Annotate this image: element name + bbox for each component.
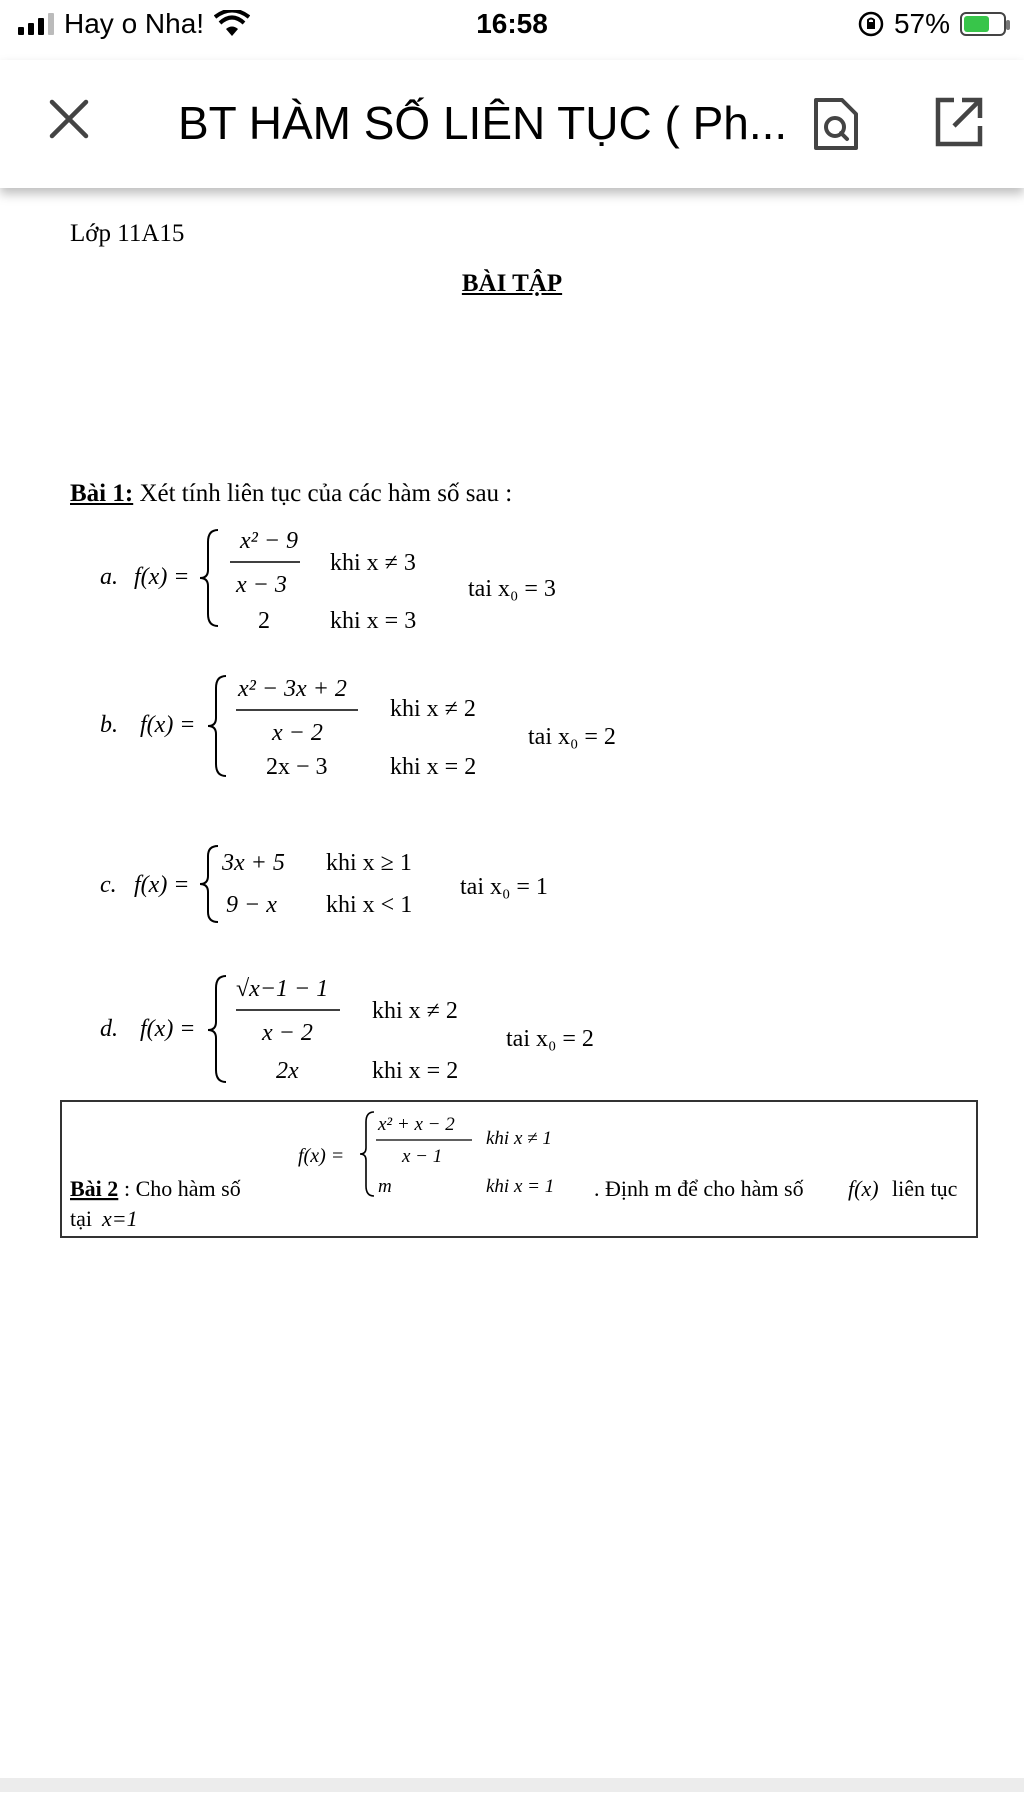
document-page (0, 190, 1024, 1770)
point-label: tai x₀ = 2 (528, 724, 616, 750)
fraction-numerator: √x−1 − 1 (236, 976, 329, 1002)
fx-label: f(x) = (140, 712, 196, 738)
fraction-numerator: x² − 3x + 2 (238, 676, 347, 702)
rotation-lock-icon (858, 11, 884, 37)
fx-label: f(x) = (298, 1145, 345, 1167)
item-letter: a. (100, 564, 118, 590)
point-label: tai x₀ = 2 (506, 1026, 594, 1052)
case-condition: khi x = 2 (372, 1058, 459, 1084)
exercise-1b (100, 660, 700, 790)
alt-value: 2x − 3 (266, 754, 328, 780)
case-condition: khi x ≥ 1 (326, 850, 412, 876)
battery-percent: 57% (893, 8, 950, 39)
clock: 16:58 (476, 8, 548, 39)
exercise-1a (100, 518, 660, 638)
case-condition: khi x ≠ 2 (372, 998, 458, 1024)
fraction-numerator: x² − 9 (240, 528, 299, 554)
fraction-denominator: x − 3 (236, 572, 287, 598)
point-label: tai x₀ = 3 (468, 576, 556, 602)
document-toolbar (0, 60, 1024, 188)
fx-label: f(x) = (140, 1016, 196, 1042)
case-condition: khi x = 2 (390, 754, 477, 780)
fraction-denominator: x − 2 (262, 1020, 313, 1046)
exercise-2-text-3: liên tục (892, 1176, 958, 1201)
fraction-denominator: x − 1 (402, 1146, 443, 1167)
exercise-1c (100, 840, 660, 930)
close-icon[interactable] (44, 94, 94, 144)
alt-value: 2x (276, 1058, 299, 1084)
alt-value: 2 (258, 608, 270, 634)
fraction-denominator: x − 2 (272, 720, 323, 746)
case-condition: khi x < 1 (326, 892, 413, 918)
status-bar (0, 0, 1024, 56)
case-condition: khi x ≠ 3 (330, 550, 416, 576)
exercise-1-label: Bài 1: (70, 480, 134, 507)
item-letter: b. (100, 712, 118, 738)
document-title: BT HÀM SỐ LIÊN TỤC ( Ph... (178, 97, 788, 149)
case-value: 9 − x (226, 892, 277, 918)
case-condition: khi x = 3 (330, 608, 417, 634)
search-document-icon[interactable] (812, 96, 860, 152)
case-condition: khi x = 1 (486, 1176, 555, 1197)
fx-label: f(x) = (134, 564, 190, 590)
exercise-2-point: x=1 (102, 1206, 138, 1231)
alt-value: m (378, 1176, 392, 1197)
case-condition: khi x ≠ 1 (486, 1128, 552, 1149)
exercise-2-text-4: tại (70, 1206, 92, 1231)
bottom-bar (0, 1778, 1024, 1792)
exercise-2-content (62, 1102, 976, 1236)
page-heading: BÀI TẬP (461, 270, 563, 297)
fx-label: f(x) = (134, 872, 190, 898)
exercise-1-title (70, 480, 512, 508)
case-value: 3x + 5 (222, 850, 285, 876)
case-condition: khi x ≠ 2 (390, 696, 476, 722)
exercise-2-text: : Cho hàm số (124, 1176, 241, 1201)
exercise-1-text: Xét tính liên tục của các hàm số sau : (133, 480, 513, 507)
status-right (858, 8, 1006, 40)
point-label: tai x₀ = 1 (460, 874, 548, 900)
open-external-icon[interactable] (932, 96, 984, 148)
fx-inline: f(x) (848, 1176, 879, 1201)
exercise-2-label: Bài 2 (70, 1176, 119, 1201)
class-label: Lớp 11A15 (70, 220, 185, 247)
exercise-1d (100, 960, 680, 1090)
item-letter: d. (100, 1016, 118, 1042)
carrier-name: Hay o Nha! (64, 8, 205, 39)
exercise-2-box (60, 1100, 978, 1238)
fraction-numerator: x² + x − 2 (378, 1114, 455, 1135)
exercise-2-text-2: . Định m để cho hàm số (594, 1176, 804, 1201)
item-letter: c. (100, 872, 117, 898)
battery-icon (960, 12, 1006, 36)
